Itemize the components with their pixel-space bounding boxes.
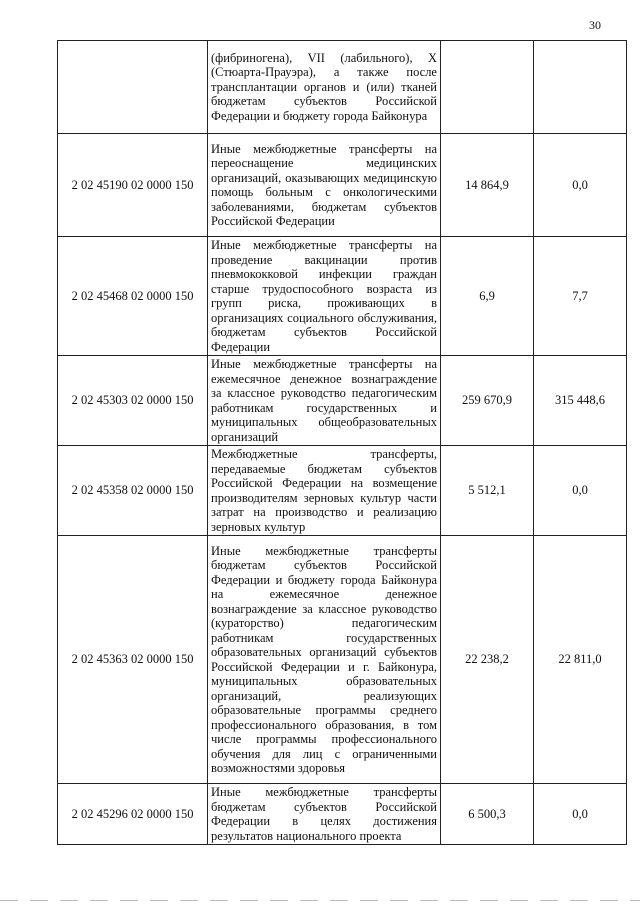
table-row bbox=[58, 356, 627, 446]
budget-code-cell: 2 02 45190 02 0000 150 bbox=[58, 134, 208, 237]
table-row bbox=[58, 237, 627, 356]
budget-code-cell: 2 02 45303 02 0000 150 bbox=[58, 356, 208, 446]
amount-year1-cell: 5 512,1 bbox=[441, 446, 534, 536]
scan-artifact-line bbox=[0, 900, 640, 901]
amount-year1-cell: 259 670,9 bbox=[441, 356, 534, 446]
description-cell: Иные межбюджетные трансферты на ежемесячное денежное вознаграждение за классное руководство педагогическим работникам государственных и муниципальных общеобразовательных организаций bbox=[208, 356, 441, 446]
amount-year1-cell: 6 500,3 bbox=[441, 784, 534, 845]
budget-code-cell: 2 02 45296 02 0000 150 bbox=[58, 784, 208, 845]
description-cell: Межбюджетные трансферты, передаваемые бюджетам субъектов Российской Федерации на возмещение производителям зерновых культур части затрат на производство и реализацию зерновых культур bbox=[208, 446, 441, 536]
amount-year2-cell: 0,0 bbox=[534, 134, 627, 237]
description-cell: Иные межбюджетные трансферты на переоснащение медицинских организаций, оказывающих медицинскую помощь больным с онкологическими заболеваниями, бюджетам субъектов Российской Федерации bbox=[208, 134, 441, 237]
table-row bbox=[58, 784, 627, 845]
budget-code-cell: 2 02 45358 02 0000 150 bbox=[58, 446, 208, 536]
amount-year2-cell: 0,0 bbox=[534, 784, 627, 845]
description-cell: Иные межбюджетные трансферты на проведение вакцинации против пневмококковой инфекции граждан старше трудоспособного возраста из групп риска, проживающих в организациях социального обслуживания, бюджетам субъектов Российской Федерации bbox=[208, 237, 441, 356]
amount-year2-cell bbox=[534, 41, 627, 134]
amount-year2-cell: 0,0 bbox=[534, 446, 627, 536]
budget-code-cell: 2 02 45468 02 0000 150 bbox=[58, 237, 208, 356]
amount-year1-cell: 14 864,9 bbox=[441, 134, 534, 237]
table-row bbox=[58, 536, 627, 784]
table-row bbox=[58, 446, 627, 536]
amount-year1-cell bbox=[441, 41, 534, 134]
table-row bbox=[58, 134, 627, 237]
amount-year2-cell: 22 811,0 bbox=[534, 536, 627, 784]
budget-code-cell: 2 02 45363 02 0000 150 bbox=[58, 536, 208, 784]
amount-year1-cell: 6,9 bbox=[441, 237, 534, 356]
table-row bbox=[58, 41, 627, 134]
budget-code-cell bbox=[58, 41, 208, 134]
amount-year2-cell: 315 448,6 bbox=[534, 356, 627, 446]
amount-year1-cell: 22 238,2 bbox=[441, 536, 534, 784]
page-number: 30 bbox=[589, 18, 601, 32]
description-cell: Иные межбюджетные трансферты бюджетам субъектов Российской Федерации и бюджету города Байконура на ежемесячное денежное вознаграждение за классное руководство (кураторство) педагогическим работникам государственных образовательных организаций субъектов Российской Федерации и г. Байконура, муниципальных образовательных организаций, реализующих образовательные программы среднего профессионального образования, в том числе программы профессионального обучения для лиц с ограниченными возможностями здоровья bbox=[208, 536, 441, 784]
budget-table bbox=[57, 40, 627, 845]
description-cell: (фибриногена), VII (лабильного), X (Стюарта-Прауэра), а также после трансплантации органов и (или) тканей бюджетам субъектов Российской Федерации и бюджету города Байконура bbox=[208, 41, 441, 134]
description-cell: Иные межбюджетные трансферты бюджетам субъектов Российской Федерации в целях достижения результатов национального проекта bbox=[208, 784, 441, 845]
amount-year2-cell: 7,7 bbox=[534, 237, 627, 356]
